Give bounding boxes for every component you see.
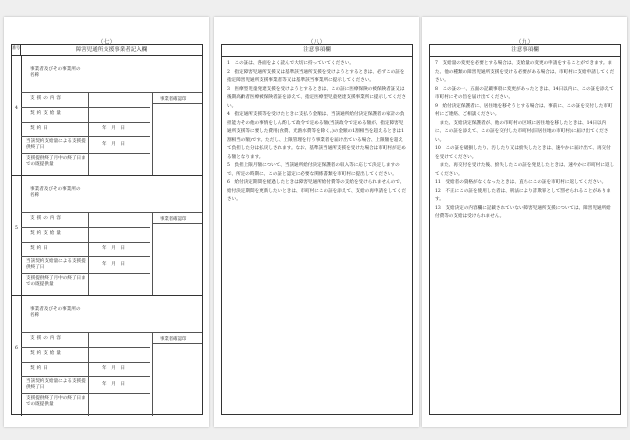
header-index-label: 番号 — [12, 45, 21, 56]
block-index: 5 — [15, 226, 18, 231]
name-label: 事業者及びその事業所の名称 — [30, 187, 81, 198]
note-item: また、再交付を受けた後、紛失したこの証を発見したときは、速やかに市町村に返してください。 — [435, 163, 615, 177]
note-item: 5 負担上限月額について、当該通所給付決定保護者の収入等に応じて決定しますので、所定の時期に、この証と認定に必要な関係書類を市町村に提出してください。 — [227, 163, 400, 177]
note-item: 12 不正にこの証を使用した者は、刑法により詐欺罪として罰せられることがあります。 — [435, 188, 611, 202]
end-date-value: 年 月 日 — [102, 382, 125, 387]
note-item: 2 指定障害児通所支援又は基準該当通所支援を受けようとするときは、必ずこの証を指定障害児通所支援事業者等又は基準該当事業所に提示してください。 — [227, 69, 405, 83]
provider-block — [12, 56, 202, 176]
page-number: （九） — [515, 39, 534, 46]
table-title: 障害児通所支援事業者記入欄 — [21, 45, 202, 56]
note-item: また、支給決定保護者が、他の市町村の区域に居住地を移したときは、14日以内に、この証を添えて、この証を交付した市町村(旧居住地の市町村)に届け出てください。 — [435, 120, 609, 143]
end-date-label: 当該契約支給量による支援提供終了日 — [26, 259, 86, 270]
note-item: 13 支給決定の内容欄に記載されていない障害児通所支援については、障害児通所給付費等の支給は受けられません。 — [435, 205, 611, 219]
date-label: 契約日 — [30, 246, 50, 251]
page-number: （八） — [307, 39, 326, 46]
note-item: 8 この証の一、五面の記載事項に変更があったときは、14日以内に、この証を添えて市町村にその旨を届け出てください。 — [435, 86, 614, 100]
note-item: 3 医療型児童発達支援を受けようとするときは、この証に医療保険の被保険者証又は後期高齢者医療被保険者証を添えて、指定医療型児童発達支援事業所に提示してください。 — [227, 86, 407, 109]
provider-stamp-label: 事業者確認印 — [160, 97, 187, 102]
content-label: 支援の内容 — [30, 336, 63, 341]
remaining-label: 支援提供終了月中の終了日までの既提供量 — [26, 276, 86, 287]
provider-stamp-label: 事業者確認印 — [160, 217, 187, 222]
block-index: 4 — [15, 106, 18, 111]
notes-box — [429, 44, 621, 415]
notes-title: 注意事項欄 — [222, 45, 412, 57]
end-date-value: 年 月 日 — [102, 142, 125, 147]
content-label: 支援の内容 — [30, 96, 63, 101]
provider-stamp-label: 事業者確認印 — [160, 337, 187, 342]
note-item: 11 受給者の資格がなくなったときは、直ちにこの証を市町村に返してください。 — [435, 180, 607, 185]
date-value: 年 月 日 — [102, 366, 125, 371]
provider-block — [12, 176, 202, 296]
notes-list — [227, 60, 407, 205]
end-date-value: 年 月 日 — [102, 262, 125, 267]
note-item: 6 給付決定期間を経過したときは障害児通所給付費等の支給を受けられませんので、給付決定期間を更新したいときは、市町村にこの証を添えて、支給の再申請をしてください。 — [227, 180, 407, 202]
date-label: 契約日 — [30, 126, 50, 131]
content-label: 支援の内容 — [30, 216, 63, 221]
note-item: 10 この証を破損したり、汚したり又は紛失したときは、速やかに届け出て、再交付を受けてください。 — [435, 146, 611, 160]
note-item: 9 給付決定保護者に、居住地を移そうとする場合は、事前に、この証を交付した市町村にご連絡、ご相談ください。 — [435, 103, 613, 117]
end-date-label: 当該契約支給量による支援提供終了日 — [26, 139, 86, 150]
date-value: 年 月 日 — [102, 126, 125, 131]
notes-list — [435, 60, 615, 222]
page-9 — [422, 17, 627, 427]
end-date-label: 当該契約支給量による支援提供終了日 — [26, 379, 86, 390]
date-value: 年 月 日 — [102, 246, 125, 251]
block-index: 6 — [15, 346, 18, 351]
note-item: 1 この証は、各面をよく読んで大切に持っていてください。 — [227, 61, 354, 66]
notes-title: 注意事項欄 — [430, 45, 620, 57]
provider-table — [11, 44, 203, 415]
page-8 — [214, 17, 419, 427]
note-item: 4 指定通所支援等を受けたときに支払う金額は、当該通所給付決定保護者の家計の負担能力その他の事情をしん酌して政令で定める額(当該政令で定める額が、指定障害児通所支援等に要した費用(食費、光熱水費等を除く。)の金額の1割相当を超えるときは1割相当の額)です。ただし、上限管理を行う事業者を届け出ている場合、上限額を超えて負担した分は払戻しされます。なお、基準該当通所支援を受けた場合は市町村が定める額となります。 — [227, 112, 406, 160]
note-item: 7 支給量の変更を必要とする場合は、支給量の変更の申請をすることができます。また、他の種類の障害児通所支援を受ける必要がある場合は、市町村に支給申請してください。 — [435, 61, 615, 83]
remaining-label: 支援提供終了月中の終了日までの既提供量 — [26, 396, 86, 407]
date-label: 契約日 — [30, 366, 50, 371]
amount-label: 契約支給量 — [30, 111, 63, 116]
remaining-label: 支援提供終了月中の終了日までの既提供量 — [26, 156, 86, 167]
name-label: 事業者及びその事業所の名称 — [30, 307, 81, 318]
page-7 — [4, 17, 209, 427]
name-label: 事業者及びその事業所の名称 — [30, 67, 81, 78]
amount-label: 契約支給量 — [30, 351, 63, 356]
page-number: （七） — [97, 39, 116, 46]
amount-label: 契約支給量 — [30, 231, 63, 236]
provider-block — [12, 296, 202, 416]
notes-box — [221, 44, 413, 415]
